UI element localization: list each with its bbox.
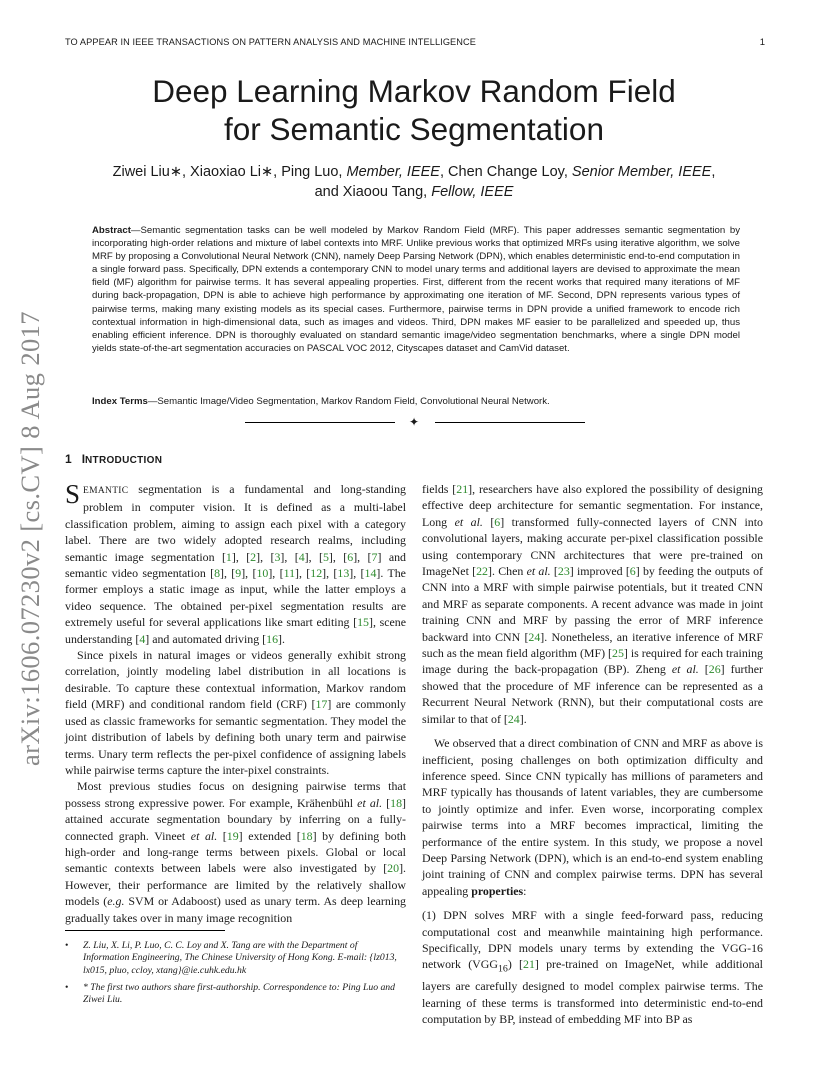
arxiv-stamp: arXiv:1606.07230v2 [cs.CV] 8 Aug 2017 <box>15 311 45 766</box>
citation-link[interactable]: 4 <box>298 549 305 564</box>
divider-diamond-icon: ✦ <box>409 415 420 429</box>
paragraph: SEMANTIC segmentation is a fundamental and long-standing problem in computer vision. It is defined as a multi-label classification problem, aiming to assign each pixel with a category label. There are two widely adopted research realms, including semantic image segmentation [1], [2], [3], [4], [5], [6], [7] and semantic video segmentation [8], [9], [10], [11], [12], [13], [14]. The former employs a static image as input, while the latter employs a video sequence. The obtained per-pixel segmentation results are extremely useful for several applications like smart editing [15], scene understanding [4] and automated driving [16]. <box>65 479 406 646</box>
author-line-2 <box>64 182 764 202</box>
footnote-rule <box>65 930 225 931</box>
paper-title <box>64 72 764 148</box>
italic-text: et al. <box>671 662 699 677</box>
citation-link[interactable]: 8 <box>214 566 221 581</box>
citation-link[interactable]: 1 <box>225 549 232 564</box>
text: ] extended [ <box>238 828 301 843</box>
citation-link[interactable]: 17 <box>315 697 328 712</box>
title-line-2: for Semantic Segmentation <box>224 111 604 147</box>
citation-link[interactable]: 12 <box>310 566 323 581</box>
index-terms <box>92 395 740 408</box>
paragraph <box>65 647 406 778</box>
citation-link[interactable]: 24 <box>507 711 520 726</box>
section-title-rest: NTRODUCTION <box>85 455 163 466</box>
citation-link[interactable]: 20 <box>387 861 400 876</box>
drop-cap: S <box>65 479 81 509</box>
text: We observed that a direct combination of CNN and MRF as above is inefficient, posing challenges on both optimization difficulty and inference speed. Since CNN typically has millions of parameters and MRF typically has thousands of latent variables, they are cumbersome to jointly optimize and infer. Even worse, incorporating complex pairwise terms into a MRF becomes impractical, limiting the performance of the entire system. In this study, we propose a novel Deep Parsing Network (DPN), which is an end-to-end system enabling joint training of CNN and complex pairwise terms. DPN has several appealing <box>422 736 763 898</box>
citation-link[interactable]: 6 <box>494 514 501 529</box>
abstract <box>92 224 740 355</box>
paragraph <box>422 735 763 899</box>
citation-link[interactable]: 25 <box>612 646 624 661</box>
footnote <box>65 982 406 1007</box>
text: ] attained accurate segmentation boundary by inferring on a fully-connected graph. Vineet <box>65 795 406 843</box>
paragraph <box>422 907 763 1027</box>
text: SVM or Adaboost) used as unary term. As deep learning gradually takes over in many image recognition <box>65 894 406 925</box>
text: Since pixels in natural images or videos generally exhibit strong correlation, jointly modeling label distribution in all locations is desirable. To capture these contextual information, Markov random field (MRF) and conditional random field (CRF) [ <box>65 648 406 712</box>
citation-link[interactable]: 3 <box>274 549 281 564</box>
citation-link[interactable]: 18 <box>300 828 313 843</box>
paragraph <box>65 778 406 926</box>
citation-link[interactable]: 23 <box>557 564 570 579</box>
citation-link[interactable]: 5 <box>322 549 329 564</box>
author-title: Fellow, IEEE <box>431 184 514 200</box>
left-column <box>65 481 406 926</box>
text: ] are commonly used as classic frameworks for semantic segmentation. They model the joint distribution of labels by defining both unary term and pairwise terms. Unary term reflects the per-pixel confidence of assigning labels while pairwise terms capture the inter-pixel constraints. <box>65 697 407 777</box>
citation-link[interactable]: 21 <box>456 482 469 496</box>
bold-text: properties <box>471 883 524 898</box>
page-number: 1 <box>759 37 765 48</box>
text: : <box>523 883 527 898</box>
text: ]. However, their performance are limited by the relatively shallow models ( <box>65 861 406 909</box>
text: ] and semantic video segmentation [ <box>65 549 406 581</box>
text: ]. <box>519 711 527 726</box>
title-line-1: Deep Learning Markov Random Field <box>152 73 676 109</box>
citation-link[interactable]: 10 <box>256 566 269 581</box>
text: ]. The former employs a static image as input, while the latter employs a video sequence. The obtained per-pixel segmentation results are extremely useful for several applications like smart editing [ <box>65 566 406 630</box>
citation-link[interactable]: 14 <box>364 566 377 581</box>
author-title: Senior Member, IEEE <box>571 164 712 180</box>
italic-text: et al. <box>357 795 383 810</box>
abstract-text: —Semantic segmentation tasks can be well modeled by Markov Random Field (MRF). This paper addresses semantic segmentation by incorporating high-order relations and mixture of label contexts into MRF. Unlike previous works that optimized MRFs using iterative algorithm, we solve MRF by proposing a Convolutional Neural Network (CNN), namely Deep Parsing Network (DPN), which enables deterministic end-to-end computation in a single forward pass. Specifically, DPN extends a contemporary CNN to model unary terms and additional layers are devised to approximate the mean field (MF) algorithm for pairwise terms. It has several appealing properties. First, different from the recent works that required many iterations of MF during back-propagation, DPN is able to achieve high performance by approximating one iteration of MF. Second, DPN represents various types of pairwise terms, making many existing models as its special cases. Furthermore, pairwise terms in DPN provide a unified framework to encode rich contextual information in high-dimensional data, such as images and videos. Third, DPN makes MF easier to be parallelized and speeded up, thus enabling efficient inference. DPN is thoroughly evaluated on standard semantic image/video segmentation benchmarks, where a single DPN model yields state-of-the-art segmentation accuracies on PASCAL VOC 2012, Cityscapes dataset and CamVid dataset. <box>92 225 740 354</box>
citation-link[interactable]: 4 <box>139 631 146 646</box>
text: ], scene understanding [ <box>65 615 406 646</box>
section-number: 1 <box>65 452 72 466</box>
text: [ <box>550 564 558 579</box>
italic-text: et al. <box>190 828 218 843</box>
text: ) [ <box>507 957 524 972</box>
text: ] pre-trained on ImageNet, while additional layers are carefully designed to model complex pairwise terms. The learning of these terms is transformed into deterministic end-to-end computation by BP, instead of embedding MF into BP as <box>422 957 763 1026</box>
author-title: Member, IEEE <box>346 164 440 180</box>
author-text: and Xiaoou Tang, <box>314 184 432 200</box>
small-caps-word: EMANTIC <box>83 486 129 496</box>
text: ] transformed fully-connected layers of CNN into convolutional layers, making accurate per-pixel classification possible using contemporary CNN architectures that were pre-trained on ImageNet [ <box>422 514 763 579</box>
italic-text: et al. <box>454 514 483 529</box>
index-terms-text: —Semantic Image/Video Segmentation, Markov Random Field, Convolutional Neural Network. <box>147 396 550 407</box>
text: ]. Chen <box>488 564 527 579</box>
text: [ <box>482 514 495 529</box>
text: ] by feeding the outputs of CNN into a MRF with simple pairwise potentials, but it treated CNN and MRF as separate components. A recent advance was made in joint training CNN and MRF by passing the error of MRF inference backward into CNN [ <box>422 564 764 644</box>
divider-line-right <box>435 422 585 423</box>
citation-link[interactable]: 19 <box>226 828 239 843</box>
footnote-text: * The first two authors share first-authorship. Correspondence to: Ping Luo and Ziwei Liu. <box>83 981 395 1006</box>
italic-text: e.g. <box>107 894 125 909</box>
abstract-label: Abstract <box>92 225 131 236</box>
text: [ <box>698 662 709 677</box>
text: ]. Nonetheless, an iterative inference of MRF such as the mean field algorithm (MF) [ <box>422 629 763 661</box>
citation-link[interactable]: 21 <box>523 957 535 972</box>
running-head: TO APPEAR IN IEEE TRANSACTIONS ON PATTERN ANALYSIS AND MACHINE INTELLIGENCE <box>65 37 476 47</box>
text: fields [ <box>422 482 457 496</box>
text: [ <box>217 828 227 843</box>
citation-link[interactable]: 6 <box>347 549 354 564</box>
citation-link[interactable]: 15 <box>357 615 369 630</box>
divider-line-left <box>245 422 395 423</box>
italic-text: et al. <box>526 564 551 579</box>
author-text: , Chen Change Loy, <box>439 164 572 180</box>
citation-link[interactable]: 6 <box>629 564 636 579</box>
section-heading <box>65 452 162 466</box>
text: (1) DPN solves MRF with a single feed-forward pass, reducing computational cost and meanwhile maintaining high performance. Specifically, DPN models unary terms by extending the VGG-16 network (VGG <box>422 908 763 972</box>
citation-link[interactable]: 2 <box>250 549 257 564</box>
citation-link[interactable]: 16 <box>266 631 279 646</box>
citation-link[interactable]: 22 <box>476 564 488 579</box>
text: ]. <box>278 631 285 646</box>
text: ] further showed that the procedure of MF inference can be represented as a Recurrent Neural Network (RNN), but their computational costs are similar to that of [ <box>422 662 763 726</box>
section-divider <box>245 415 585 429</box>
subscript: 16 <box>497 963 508 975</box>
section-title-initial: I <box>81 452 86 466</box>
author-text: , <box>711 164 716 180</box>
citation-link[interactable]: 9 <box>235 566 242 581</box>
bullet-icon: • <box>65 981 69 993</box>
text: ] is required for each training image during the back-propagation (BP). Zheng <box>422 646 763 677</box>
citation-link[interactable]: 26 <box>708 662 721 677</box>
text: ] by defining both high-order and long-range terms between pixels. Global or local semantic contexts between labels were also investigated by [ <box>65 828 406 876</box>
footnotes <box>65 940 406 1011</box>
footnote <box>65 940 406 977</box>
text: segmentation is a fundamental and long-standing problem in computer vision. It is defined as a multi-label classification problem, aiming to assign each pixel with a category label. There are two widely adopted research realms, including semantic image segmentation [ <box>65 482 406 564</box>
text: ], researchers have also explored the possibility of designing effective deep architecture for semantic segmentation. For instance, Long <box>422 482 763 529</box>
author-text: Ziwei Liu∗, Xiaoxiao Li∗, Ping Luo, <box>112 164 347 180</box>
index-terms-label: Index Terms <box>92 396 148 407</box>
author-line-1 <box>64 162 764 182</box>
citation-link[interactable]: 7 <box>371 549 378 564</box>
citation-link[interactable]: 13 <box>337 566 350 581</box>
citation-link[interactable]: 18 <box>390 795 403 810</box>
text: ] improved [ <box>569 564 630 579</box>
text: Most previous studies focus on designing pairwise terms that possess strong expressive power. For example, Krähenbühl <box>65 779 406 810</box>
right-column <box>422 481 763 1027</box>
footnote-text: Z. Liu, X. Li, P. Luo, C. C. Loy and X. Tang are with the Department of Information Engineering, The Chinese University of Hong Kong. E-mail: {lz013, lx015, pluo, ccloy, xtang}@ie.cuhk.edu.hk <box>83 940 397 976</box>
paragraph <box>422 481 763 727</box>
citation-link[interactable]: 24 <box>528 629 541 644</box>
text: ] and automated driving [ <box>145 631 267 646</box>
bullet-icon: • <box>65 940 69 951</box>
author-list <box>64 162 764 202</box>
text: [ <box>382 795 391 810</box>
citation-link[interactable]: 11 <box>283 566 296 581</box>
